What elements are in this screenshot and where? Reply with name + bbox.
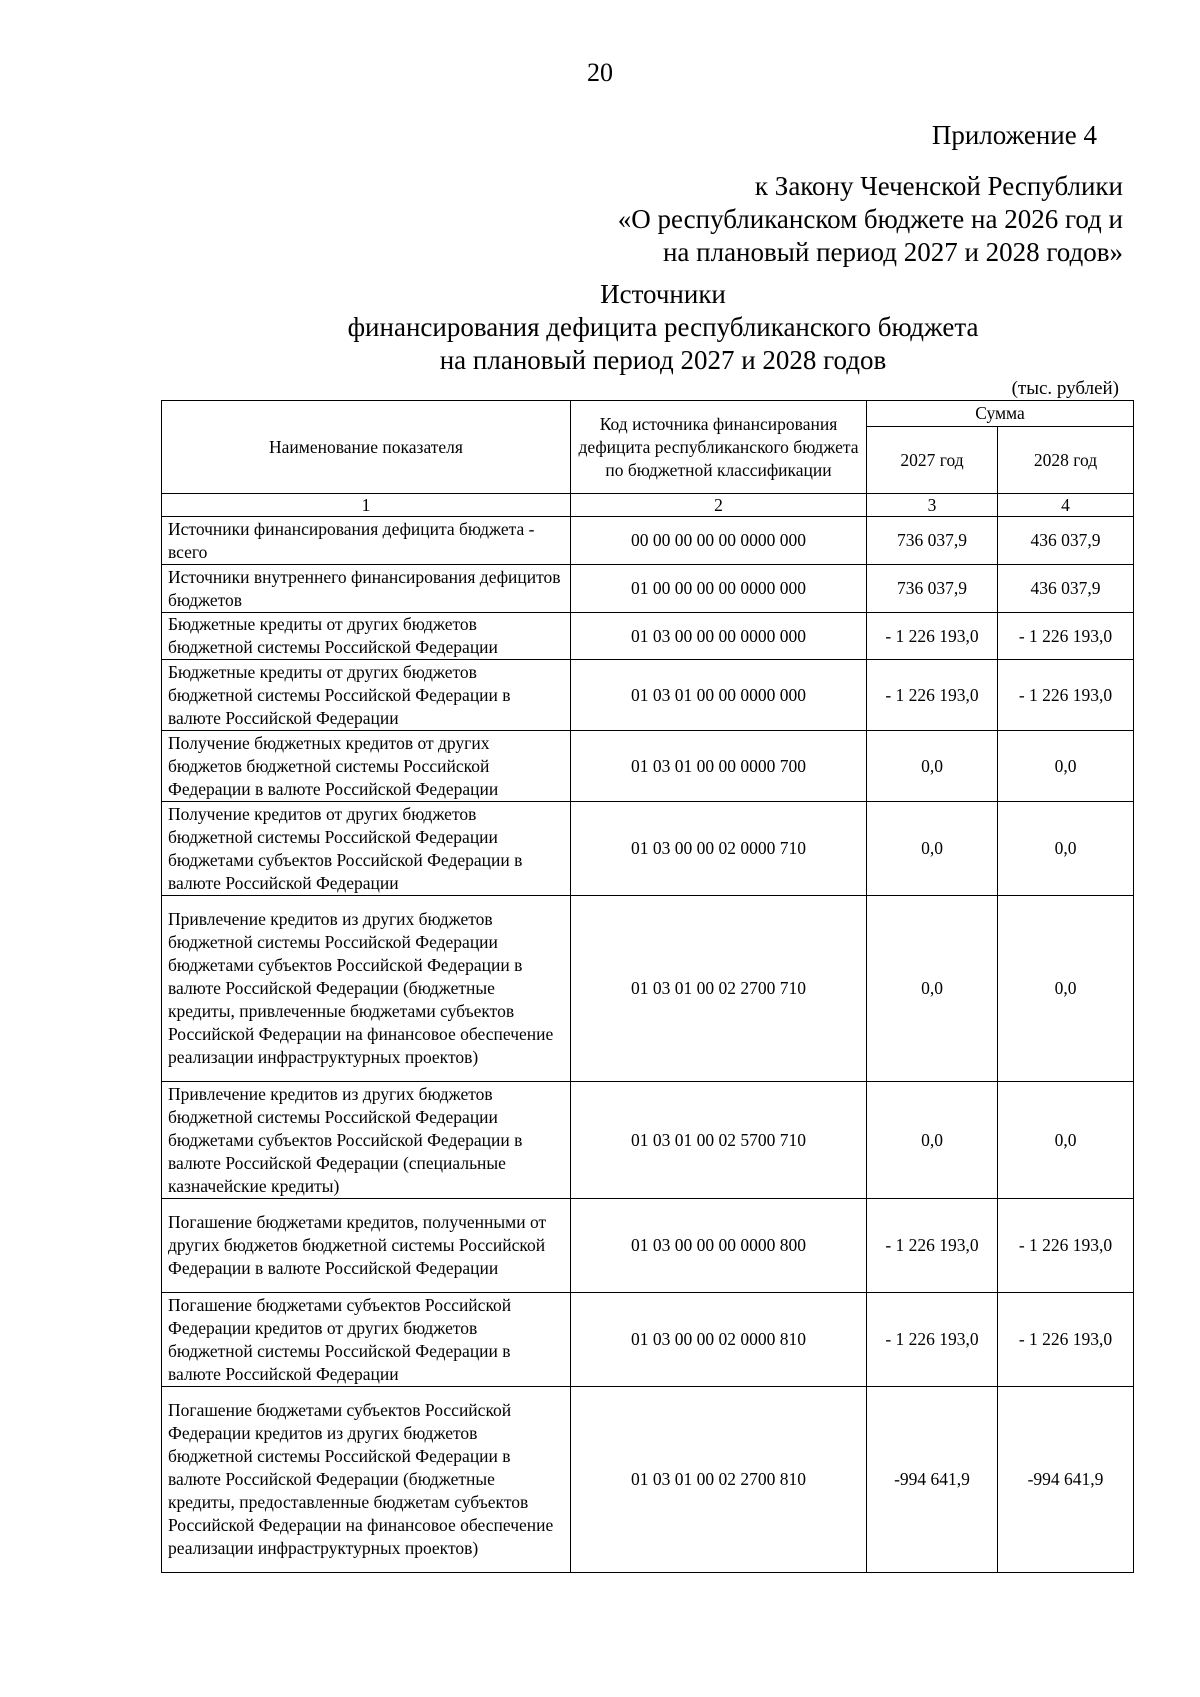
row-code: 00 00 00 00 00 0000 000 bbox=[571, 517, 867, 565]
law-reference-line-3: на плановый период 2027 и 2028 годов» bbox=[662, 237, 1123, 267]
row-name: Получение бюджетных кредитов от других бюджетов бюджетной системы Российской Федерации в валюте Российской Федерации bbox=[162, 731, 571, 802]
row-value-2028: - 1 226 193,0 bbox=[998, 660, 1134, 731]
col-number-1: 1 bbox=[162, 494, 571, 517]
row-code: 01 03 00 00 02 0000 710 bbox=[571, 802, 867, 896]
row-name: Получение кредитов от других бюджетов бюджетной системы Российской Федерации бюджетами субъектов Российской Федерации в валюте Российской Федерации bbox=[162, 802, 571, 896]
table-row bbox=[162, 896, 1134, 1082]
header-2027: 2027 год bbox=[867, 427, 998, 494]
row-value-2027: - 1 226 193,0 bbox=[867, 613, 998, 660]
table-row bbox=[162, 1293, 1134, 1387]
table-row bbox=[162, 731, 1134, 802]
row-value-2027: 0,0 bbox=[867, 731, 998, 802]
document-title bbox=[313, 278, 1013, 377]
row-code: 01 03 01 00 02 5700 710 bbox=[571, 1082, 867, 1199]
table-row bbox=[162, 613, 1134, 660]
row-value-2027: 736 037,9 bbox=[867, 565, 998, 613]
row-value-2028: 0,0 bbox=[998, 896, 1134, 1082]
row-name: Источники финансирования дефицита бюджета - всего bbox=[162, 517, 571, 565]
table-row bbox=[162, 1082, 1134, 1199]
row-value-2027: - 1 226 193,0 bbox=[867, 1199, 998, 1293]
row-value-2028: 0,0 bbox=[998, 731, 1134, 802]
row-value-2028: 436 037,9 bbox=[998, 565, 1134, 613]
appendix-label: Приложение 4 bbox=[931, 120, 1097, 150]
row-value-2028: -994 641,9 bbox=[998, 1387, 1134, 1573]
row-code: 01 00 00 00 00 0000 000 bbox=[571, 565, 867, 613]
row-value-2028: 436 037,9 bbox=[998, 517, 1134, 565]
row-code: 01 03 01 00 02 2700 810 bbox=[571, 1387, 867, 1573]
row-code: 01 03 01 00 02 2700 710 bbox=[571, 896, 867, 1082]
table-row bbox=[162, 517, 1134, 565]
table-row bbox=[162, 1387, 1134, 1573]
title-line-3: на плановый период 2027 и 2028 годов bbox=[439, 345, 887, 375]
units-label: (тыс. рублей) bbox=[1011, 378, 1119, 399]
row-code: 01 03 00 00 02 0000 810 bbox=[571, 1293, 867, 1387]
table-row bbox=[162, 660, 1134, 731]
col-number-2: 2 bbox=[571, 494, 867, 517]
row-name: Погашение бюджетами субъектов Российской Федерации кредитов из других бюджетов бюджетной системы Российской Федерации в валюте Российской Федерации (бюджетные кредиты, предоставленные бюджетам субъектов Российской Федерации на финансовое обеспечение реализации инфраструктурных проектов) bbox=[162, 1387, 571, 1573]
row-value-2028: 0,0 bbox=[998, 802, 1134, 896]
header-code: Код источника финансирования дефицита республиканского бюджета по бюджетной классификации bbox=[571, 401, 867, 494]
row-name: Источники внутреннего финансирования дефицитов бюджетов bbox=[162, 565, 571, 613]
header-sum: Сумма bbox=[867, 401, 1134, 427]
law-reference bbox=[618, 170, 1123, 269]
table-row bbox=[162, 565, 1134, 613]
row-value-2027: 0,0 bbox=[867, 1082, 998, 1199]
header-name: Наименование показателя bbox=[162, 401, 571, 494]
row-value-2027: 0,0 bbox=[867, 802, 998, 896]
row-value-2028: - 1 226 193,0 bbox=[998, 1199, 1134, 1293]
row-value-2027: - 1 226 193,0 bbox=[867, 1293, 998, 1387]
row-value-2028: 0,0 bbox=[998, 1082, 1134, 1199]
row-code: 01 03 01 00 00 0000 700 bbox=[571, 731, 867, 802]
row-value-2027: 736 037,9 bbox=[867, 517, 998, 565]
row-value-2028: - 1 226 193,0 bbox=[998, 1293, 1134, 1387]
row-name: Погашение бюджетами кредитов, полученными от других бюджетов бюджетной системы Российской Федерации в валюте Российской Федерации bbox=[162, 1199, 571, 1293]
page-number: 20 bbox=[587, 58, 613, 87]
sources-table bbox=[161, 400, 1134, 1573]
row-code: 01 03 00 00 00 0000 800 bbox=[571, 1199, 867, 1293]
title-line-2: финансирования дефицита республиканского бюджета bbox=[347, 312, 979, 342]
title-line-1: Источники bbox=[600, 279, 726, 309]
row-name: Погашение бюджетами субъектов Российской Федерации кредитов от других бюджетов бюджетной системы Российской Федерации в валюте Российской Федерации bbox=[162, 1293, 571, 1387]
row-name: Бюджетные кредиты от других бюджетов бюджетной системы Российской Федерации в валюте Российской Федерации bbox=[162, 660, 571, 731]
row-value-2027: -994 641,9 bbox=[867, 1387, 998, 1573]
law-reference-line-1: к Закону Чеченской Республики bbox=[754, 171, 1123, 201]
row-value-2028: - 1 226 193,0 bbox=[998, 613, 1134, 660]
row-code: 01 03 01 00 00 0000 000 bbox=[571, 660, 867, 731]
row-value-2027: - 1 226 193,0 bbox=[867, 660, 998, 731]
row-name: Привлечение кредитов из других бюджетов бюджетной системы Российской Федерации бюджетами субъектов Российской Федерации в валюте Российской Федерации (бюджетные кредиты, привлеченные бюджетами субъектов Российской Федерации на финансовое обеспечение реализации инфраструктурных проектов) bbox=[162, 896, 571, 1082]
row-code: 01 03 00 00 00 0000 000 bbox=[571, 613, 867, 660]
row-value-2027: 0,0 bbox=[867, 896, 998, 1082]
row-name: Бюджетные кредиты от других бюджетов бюджетной системы Российской Федерации bbox=[162, 613, 571, 660]
row-name: Привлечение кредитов из других бюджетов бюджетной системы Российской Федерации бюджетами субъектов Российской Федерации в валюте Российской Федерации (специальные казначейские кредиты) bbox=[162, 1082, 571, 1199]
col-number-4: 4 bbox=[998, 494, 1134, 517]
law-reference-line-2: «О республиканском бюджете на 2026 год и bbox=[617, 204, 1123, 234]
table-row bbox=[162, 1199, 1134, 1293]
header-2028: 2028 год bbox=[998, 427, 1134, 494]
table-row bbox=[162, 802, 1134, 896]
col-number-3: 3 bbox=[867, 494, 998, 517]
